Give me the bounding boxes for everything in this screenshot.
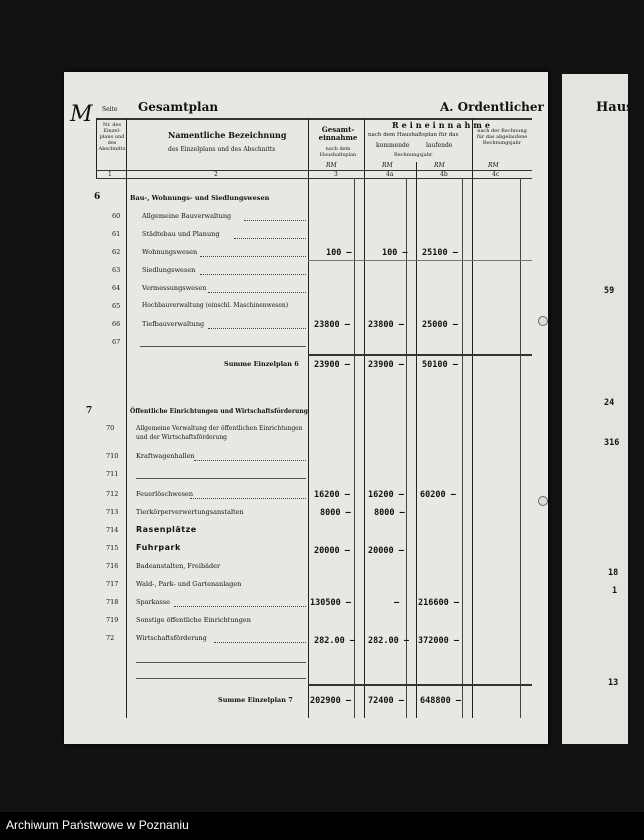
leader-dots: [244, 220, 306, 221]
row-label: Hochbauverwaltung (einschl. Maschinenwesen): [142, 302, 289, 309]
col-header-name-sub: des Einzelplans und des Abschnitts: [168, 146, 276, 153]
value-total: 20000 –: [314, 546, 350, 556]
value-total: 130500 –: [310, 598, 351, 608]
row-number: 718: [106, 598, 119, 606]
value-current: 372000 –: [418, 636, 459, 646]
row-label-stamped: Fuhrpark: [136, 543, 181, 552]
value-coming: 282.00 –: [368, 636, 409, 646]
row-number: 713: [106, 508, 119, 516]
col-line: [416, 162, 417, 718]
leader-dots: [234, 238, 306, 239]
unit-label: RM: [382, 162, 393, 169]
row-label: Allgemeine Verwaltung der öffentlichen Einrichtungen und der Wirtschaftsförderung: [136, 425, 303, 441]
col-header-number: Nr. des Einzel-plans und des Abschnitts: [98, 122, 126, 152]
row-rule: [308, 260, 532, 261]
value-current: 25100 –: [422, 248, 458, 258]
col-header-actual: nach der Rechnung für das abgelaufene Rechnungsjahr: [476, 128, 528, 146]
sum-rule: [308, 684, 532, 686]
row-number: 72: [106, 634, 115, 642]
col-header-current: laufende: [426, 142, 453, 149]
col-header-total-sub: nach dem Haushaltsplan: [319, 146, 357, 158]
margin-mark: M: [70, 102, 93, 127]
sum-rule: [308, 354, 532, 356]
row-label: Badeanstalten, Freibäder: [136, 562, 221, 570]
row-number: 714: [106, 526, 119, 534]
row-label: Siedlungswesen: [142, 266, 196, 274]
row-number: 67: [112, 338, 121, 346]
plan7-title: Öffentliche Einrichtungen und Wirtschaftsförderung: [130, 408, 308, 415]
index-rule: [96, 178, 532, 179]
row-number: 62: [112, 248, 121, 256]
row-number: 63: [112, 266, 121, 274]
adjacent-value: 316: [604, 438, 620, 448]
value-total: 8000 –: [320, 508, 351, 518]
adjacent-page: [562, 74, 634, 778]
unit-label: RM: [326, 162, 337, 169]
leader-dots: [208, 292, 306, 293]
row-label: Wald-, Park- und Gartenanlagen: [136, 580, 242, 588]
adjacent-page-title: Haus: [596, 100, 634, 115]
plan7-sum-current: 648800 –: [420, 696, 461, 706]
adjacent-value: 13: [608, 678, 619, 688]
row-number: 716: [106, 562, 119, 570]
col-line: [364, 118, 365, 718]
col-index: 2: [214, 171, 218, 178]
col-index: 4b: [440, 171, 448, 178]
row-label: Allgemeine Bauverwaltung: [142, 212, 232, 220]
plan6-sum-label: Summe Einzelplan 6: [224, 360, 299, 368]
binder-hole: [538, 316, 548, 326]
leader-dots: [190, 498, 306, 499]
value-coming: 8000 –: [374, 508, 405, 518]
row-rule: [136, 478, 306, 479]
col-index: 1: [108, 171, 112, 178]
unit-label: RM: [488, 162, 499, 169]
col-line: [520, 178, 521, 718]
leader-dots: [200, 256, 306, 257]
row-label: Wohnungswesen: [142, 248, 198, 256]
col-line: [96, 118, 97, 178]
row-label-stamped: Rasenplätze: [136, 525, 197, 534]
leader-dots: [194, 460, 306, 461]
adjacent-value: 59: [604, 286, 615, 296]
header-rule: [96, 170, 532, 171]
row-label: Vermessungswesen: [142, 284, 207, 292]
col-header-name: Namentliche Bezeichnung: [168, 130, 287, 140]
value-coming: –: [394, 598, 400, 608]
value-total: 23800 –: [314, 320, 350, 330]
row-number: 65: [112, 302, 121, 310]
row-number: 710: [106, 452, 119, 460]
adjacent-value: 24: [604, 398, 615, 408]
row-label: Wirtschaftsförderung: [136, 634, 207, 642]
col-header-coming: kommende: [376, 142, 410, 149]
col-header-net-sub: nach dem Haushaltsplan für das: [368, 132, 459, 138]
section-title: A. Ordentlicher: [440, 100, 544, 114]
value-current: 216600 –: [418, 598, 459, 608]
row-rule: [136, 662, 306, 663]
archive-footer: [0, 812, 644, 840]
row-label: Sonstige öffentliche Einrichtungen: [136, 616, 251, 624]
row-number: 66: [112, 320, 121, 328]
row-number: 717: [106, 580, 119, 588]
row-number: 719: [106, 616, 119, 624]
col-header-total: Gesamt-einnahme: [318, 125, 358, 142]
plan6-sum-coming: 23900 –: [368, 360, 404, 370]
row-number: 64: [112, 284, 121, 292]
col-index: 3: [334, 171, 338, 178]
page-seite-label: Seite: [102, 106, 118, 113]
archive-name: Archiwum Państwowe w Poznaniu: [6, 818, 189, 832]
value-total: 16200 –: [314, 490, 350, 500]
leader-dots: [214, 642, 306, 643]
row-number: 712: [106, 490, 119, 498]
col-index: 4a: [386, 171, 394, 178]
binder-hole: [538, 496, 548, 506]
row-rule: [136, 678, 306, 679]
row-rule: [140, 346, 306, 347]
adjacent-value: 22: [608, 768, 619, 778]
plan6-sum-total: 23900 –: [314, 360, 350, 370]
plan7-sum-label: Summe Einzelplan 7: [218, 696, 293, 704]
adjacent-value: 18: [608, 568, 619, 578]
col-header-year: Rechnungsjahr: [394, 152, 433, 158]
plan7-number: 7: [86, 406, 93, 416]
value-total: 100 –: [326, 248, 352, 258]
row-label: Tiefbauverwaltung: [142, 320, 205, 328]
row-label: Städtebau und Planung: [142, 230, 220, 238]
leader-dots: [200, 274, 306, 275]
col-line: [308, 118, 309, 718]
value-coming: 16200 –: [368, 490, 404, 500]
page-title: Gesamtplan: [138, 100, 219, 114]
row-number: 61: [112, 230, 121, 238]
plan6-number: 6: [94, 192, 101, 202]
ledger-page: [64, 72, 548, 744]
col-line: [126, 118, 127, 718]
value-coming: 100 –: [382, 248, 408, 258]
col-header-net: Reineinnahme: [392, 120, 493, 130]
value-coming: 23800 –: [368, 320, 404, 330]
col-line: [472, 118, 473, 718]
adjacent-value: 1: [612, 586, 618, 596]
plan7-sum-total: 202900 –: [310, 696, 351, 706]
col-index: 4c: [492, 171, 500, 178]
row-label: Tierkörperverwertungsanstalten: [136, 508, 244, 516]
row-number: 70: [106, 424, 115, 432]
leader-dots: [208, 328, 306, 329]
unit-label: RM: [434, 162, 445, 169]
plan6-title: Bau-, Wohnungs- und Siedlungswesen: [130, 194, 270, 202]
plan6-sum-current: 50100 –: [422, 360, 458, 370]
value-current: 25000 –: [422, 320, 458, 330]
value-total: 282.00 –: [314, 636, 355, 646]
value-current: 60200 –: [420, 490, 456, 500]
row-number: 715: [106, 544, 119, 552]
row-number: 711: [106, 470, 119, 478]
row-number: 60: [112, 212, 121, 220]
row-label: Feuerlöschwesen: [136, 490, 194, 498]
row-label: Kraftwagenhallen: [136, 452, 195, 460]
leader-dots: [174, 606, 306, 607]
row-label: Sparkasse: [136, 598, 170, 606]
plan7-sum-coming: 72400 –: [368, 696, 404, 706]
value-coming: 20000 –: [368, 546, 404, 556]
col-line: [462, 178, 463, 718]
